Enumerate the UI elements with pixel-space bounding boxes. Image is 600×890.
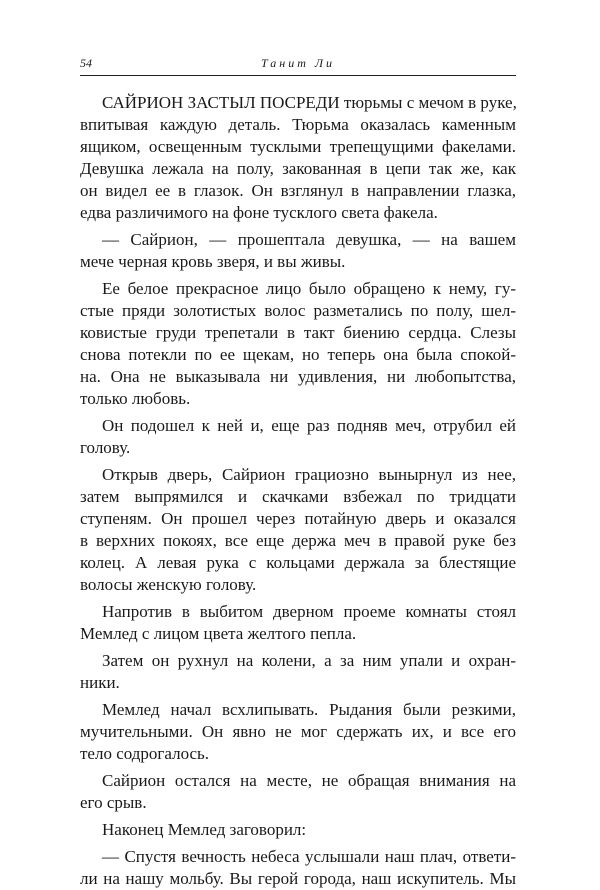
text-line: в верхних покоях, все еще держа меч в правой руке без <box>80 531 516 550</box>
text-line: ящиком, освещенным тусклыми трепещущими факелами. <box>80 137 516 156</box>
running-head-author: Танит Ли <box>261 56 335 70</box>
text-line: волосы женскую голову. <box>80 575 257 594</box>
header-rule <box>80 75 516 76</box>
paragraph <box>80 601 516 645</box>
text-line: колец. А левая рука с кольцами держала за блестящие <box>80 553 516 572</box>
running-header <box>80 56 516 76</box>
text-line: Мемлед с лицом цвета желтого пепла. <box>80 624 357 643</box>
paragraph <box>80 819 516 841</box>
text-line: затем выпрямился и скачками взбежал по тридцати <box>80 487 516 506</box>
text-line: только любовь. <box>80 389 191 408</box>
paragraph <box>80 846 516 890</box>
paragraph <box>80 699 516 765</box>
text-line: — Сайрион, — прошептала девушка, — на вашем <box>102 230 516 249</box>
text-line: он видел ее в глазок. Он взглянул в направлении глазка, <box>80 181 516 200</box>
text-line: стые пряди золотистых волос разметались по полу, шел- <box>80 301 516 320</box>
text-line: Ее белое прекрасное лицо было обращено к нему, гу- <box>102 279 516 298</box>
paragraph <box>80 464 516 596</box>
text-line: мучительными. Он явно не мог сдержать их, и все его <box>80 722 516 741</box>
text-line: снова потекли по ее щекам, но теперь она была спокой- <box>80 345 516 364</box>
text-line: впитывая каждую деталь. Тюрьма оказалась каменным <box>80 115 516 134</box>
text-line: Напротив в выбитом дверном проеме комнаты стоял <box>102 602 516 621</box>
text-line: едва различимого на фоне тусклого света факела. <box>80 203 438 222</box>
text-line: его срыв. <box>80 793 147 812</box>
text-line: ступеням. Он прошел через потайную дверь и оказался <box>80 509 516 528</box>
text-line: ники. <box>80 673 120 692</box>
text-line: ли на нашу мольбу. Вы герой города, наш искупитель. Мы <box>80 869 516 888</box>
text-line: ковистые груди трепетали в такт биению сердца. Слезы <box>80 323 516 342</box>
paragraph <box>80 229 516 273</box>
paragraph <box>80 278 516 410</box>
text-line: мече черная кровь зверя, и вы живы. <box>80 252 346 271</box>
text-line: голову. <box>80 438 131 457</box>
body-text <box>80 92 516 890</box>
page-number: 54 <box>80 56 92 70</box>
paragraph <box>80 650 516 694</box>
paragraph <box>80 770 516 814</box>
text-line: Затем он рухнул на колени, а за ним упали и охран- <box>102 651 516 670</box>
text-line: тело содрогалось. <box>80 744 210 763</box>
text-line: Мемлед начал всхлипывать. Рыдания были резкими, <box>102 700 516 719</box>
paragraph <box>80 92 516 224</box>
text-line: Открыв дверь, Сайрион грациозно вынырнул из нее, <box>102 465 516 484</box>
text-line: Наконец Мемлед заговорил: <box>102 820 307 839</box>
text-line: Девушка лежала на полу, закованная в цепи так же, как <box>80 159 516 178</box>
text-line: САЙРИОН ЗАСТЫЛ ПОСРЕДИ тюрьмы с мечом в руке, <box>102 93 517 112</box>
text-line: на. Она не выказывала ни удивления, ни любопытства, <box>80 367 516 386</box>
text-line: Он подошел к ней и, еще раз подняв меч, отрубил ей <box>102 416 516 435</box>
text-line: Сайрион остался на месте, не обращая внимания на <box>102 771 516 790</box>
paragraph <box>80 415 516 459</box>
text-line: — Спустя вечность небеса услышали наш плач, ответи- <box>102 847 516 866</box>
